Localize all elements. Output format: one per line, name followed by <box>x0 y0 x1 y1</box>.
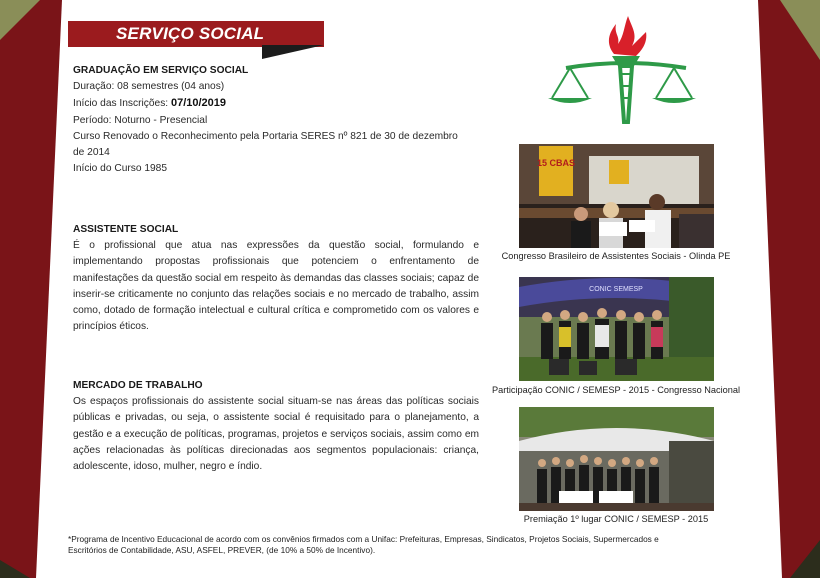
section-header-band <box>68 21 324 47</box>
assistente-section <box>73 222 479 335</box>
curso-line-2: de 2014 <box>73 147 110 159</box>
mercado-section <box>73 378 479 475</box>
footnote: *Programa de Incentivo Educacional de acordo com os convênios firmados com a Unifac: Prefeituras, Empresas, Sindicatos, Projetos Sociais, Supermercados e Escritórios de Contabilidade, ASU, ASFEL, PREVER, (de 10% a 50% de Incentivo). <box>68 534 659 555</box>
photo-premiacao <box>519 407 714 511</box>
photo-congresso <box>519 144 714 248</box>
inscricoes-date: 07/10/2019 <box>170 97 227 110</box>
header-shadow-decoration <box>262 45 326 61</box>
mercado-body: Os espaços profissionais do assistente social situam-se nas áreas das políticas sociais públicas e privadas, ou seja, o assistente social é requisitado para o planejamento, a gestão e a execução de políticas, programas, projetos e serviços sociais, assim como em ações relacionadas às políticas direcionadas aos segmentos populacionais: criança, adolescente, idoso, mulher, negro e índio. <box>73 396 479 473</box>
photo-caption-1: Congresso Brasileiro de Assistentes Sociais - Olinda PE <box>501 251 731 261</box>
inscricoes-label: Início das Inscrições: <box>73 98 171 110</box>
assistente-heading: ASSISTENTE SOCIAL <box>73 224 179 235</box>
curso-line-1: Curso Renovado o Reconhecimento pela Portaria SERES nº 821 de 30 de dezembro <box>73 130 458 142</box>
scales-torch-logo-icon <box>546 14 696 126</box>
photo-sign-text: 15 CBAS <box>536 158 576 168</box>
photo-conic-congresso <box>519 277 714 381</box>
photo-banner-text: CONIC SEMESP <box>589 286 643 293</box>
inicio-text: Início do Curso 1985 <box>73 163 168 175</box>
photo-caption-3: Premiação 1º lugar CONIC / SEMESP - 2015 <box>523 514 709 524</box>
photo-caption-2: Participação CONIC / SEMESP - 2015 - Congresso Nacional <box>492 385 740 395</box>
graduacao-heading: GRADUAÇÃO EM SERVIÇO SOCIAL <box>73 65 249 76</box>
inscricoes-line <box>73 95 483 112</box>
assistente-body: É o profissional que atua nas expressões da questão social, formulando e implementando propostas profissionais que potenciem o enfrentamento de manifestações da questão social em respeito às demandas das classes sociais; capaz de inserir-se criticamente no conjunto das relações sociais e no mercado de trabalho, assim como, dotado de formação intelectual e cultural crítica e comprometido com os valores e princípios éticos. <box>73 240 479 333</box>
periodo-text: Período: Noturno - Presencial <box>73 114 208 126</box>
mercado-heading: MERCADO DE TRABALHO <box>73 380 203 391</box>
graduacao-section <box>73 63 483 177</box>
duracao-text: Duração: 08 semestres (04 anos) <box>73 81 225 93</box>
page-title: SERVIÇO SOCIAL <box>116 24 265 43</box>
